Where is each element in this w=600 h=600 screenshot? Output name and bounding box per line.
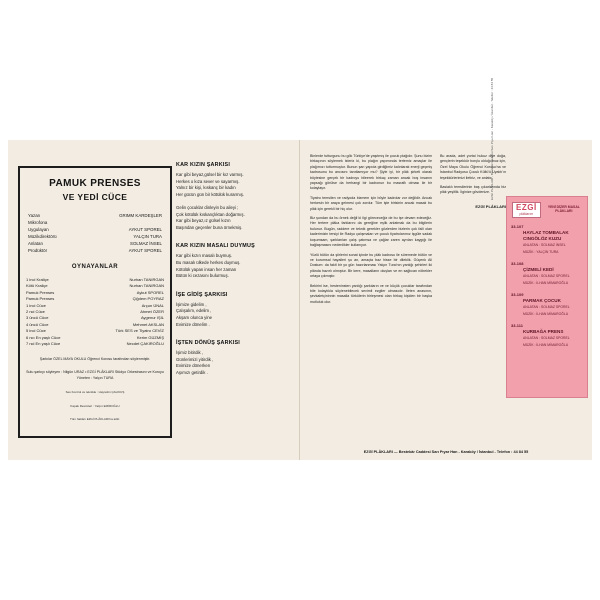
- catalogue-music: MÜZİK : İLHAN MİMAROĞLU: [523, 343, 569, 347]
- lyric-line: İşimize gidelim ,: [176, 301, 207, 307]
- publisher-address-bar: EZGİ PLÂKLARI — Bestekâr Caddesi Sarı Pıyar Han - Karaköy / İstanbul - Telefon : 44 84 55: [363, 450, 529, 454]
- catalogue-narrator: ANLATAN : SOLMAZ İNSEL: [523, 243, 566, 247]
- song-block: [176, 162, 292, 231]
- essay-paragraph: Binlerde tutturgunu bu gök Türkiye'de yaşıtmış ile çocuk plağıdır. Şunu bizim birkaçının söylemek isteriz ki, bu plağın yapımında tertemiz amaçlar ile plağımızı tutturmuştur. Bunun şan yapıda girdiğimiz kalınlarak enerji geçmiş kadrosunu bu ancısını tanıtlamıyor mu? Şiyle iyi, bir plâk şirketi olarak böylesine gerçek bir kadroyu bileerek birkaç zaman ancak boş insanın yapsağı görülse da herhangi bir kadronun bu masraflı olması ile bir kolaylaşır.: [310, 154, 432, 191]
- lyric-line: Herkes o kıza sever ve sayarmış.: [176, 178, 240, 184]
- chorus-note: Şarkılar ÖZEL MAYA OKULU Öğrenci Korosu tarafından söylenmiştir.: [39, 357, 151, 362]
- credit-role: Prodüktör: [28, 248, 48, 253]
- song-title: İŞE GİDİŞ ŞARKISI: [176, 291, 228, 298]
- lyric-line: Evimize dönerken: [176, 363, 211, 369]
- essay-paragraph: Tiyatro temsilen ve radyoda bizmem için böyle kadrolar zor değildir. Ancak herkesin bir araya gelmesi çok zordur. Tüm işte birisinin ancak masalı bu plâk için gerekli bir hiç olur.: [310, 195, 432, 211]
- song-block: [176, 340, 292, 376]
- lyric-line: Evimize dönelim .: [176, 321, 210, 327]
- cast-character: 7 nci En yaşlı Cüce: [26, 341, 61, 347]
- credit-role: Uygulayan: [28, 227, 49, 232]
- sleeve-left-page: [8, 140, 301, 460]
- production-note: Sulu şarkıyı söyleyen : Nilgün URAZ • EZGİ PLÂKLARI Stüdyo Orkestrasını ve Koroyu Yöneten : Yalçın TURA: [26, 370, 164, 380]
- cast-character: 1 inci Cüce: [26, 302, 46, 308]
- lyric-line: İşimiz bitirdik ,: [176, 350, 203, 356]
- credit-row: [28, 212, 162, 219]
- credit-row: [28, 240, 162, 247]
- page-title-line1: PAMUK PRENSES: [49, 178, 141, 189]
- song-lyrics: [176, 302, 292, 328]
- catalogue-code: 33-108: [511, 261, 524, 266]
- essay-paragraph: Yüzlü bütün da şiirlerini sonat içinde bu plâk kadrosu ile süremede bütün ve ve kurumsal hayalleri şu an, amaçta baz hisse bir dileklik. Güçenk Ali Dostum: da fakti bir yo gün hazırlanması Yalçın Tura'nın yanlığı şehirleri iki plânda hazırlı olmıştur. Bir kere, masalların oluşları ve en sağlıcan nöbekler ortaya çıkmıştır.: [310, 252, 432, 279]
- credit-role: Mikrofona: [28, 220, 48, 225]
- lyric-line: Çalışalım, edelim ,: [176, 308, 212, 314]
- song-title: KAR KIZIN MASALI DUYMUŞ: [176, 243, 255, 250]
- cast-heading: OYNAYANLAR: [71, 264, 119, 270]
- essay-paragraph: Biz şundan da bu örnek değil ki ilgi görececeğiz de bu işe devam edeceğiz. Her tertere plâka farklarını da gereğine eşlik anlatmak da bu bilgilerin bulunur. Bugün, raddere ve teknik gerekler gözlerden bizlerin çok faili olan kaderimizin tersiyi ile Radyo çalışmaları ve çocuk tiyatrolarımız işgüle sadak koşumsam, şarklarıları çalış çatımsa ve çağlar zaren ayrıları kaygığı ile bağlaşmasını nedenlikler kullanıyor.: [310, 216, 432, 248]
- lyric-line: Kötülük yapan insan her zaman: [176, 266, 237, 272]
- cast-actor: Türk SES ve Tiyatro CEVİZ: [115, 328, 164, 334]
- lyric-line: Başından geçenler buna örnekmiş.: [176, 224, 243, 230]
- cast-character: 5 inci Cüce: [26, 328, 46, 334]
- cast-actor: Arçun ÜNAL: [141, 302, 164, 308]
- cast-character: 4 üncü Cüce: [26, 321, 49, 327]
- lyric-line: Aşımızı getirdik .: [176, 369, 208, 375]
- essay-paragraph: Bekirini ise, hesteninsten yanlığı şarkıların ve ve küçük çocuklar tarafından bile kolaylıkla söylenebilecek sevimli ezgiler olmasıdır. İleten anasının, şevkaletçininnin masalla türkülerin birleşmesi olan birkaç kişiden bir başka mutluluk olur.: [310, 283, 432, 304]
- lyric-line: Kar gibi kızın masalı buymuş.: [176, 253, 233, 259]
- cast-character: 2 nci Cüce: [26, 309, 45, 315]
- catalogue-code: 33-111: [511, 323, 524, 328]
- cast-actor: Nurhan TANIRGAN: [129, 283, 164, 289]
- cast-character: Pamuk Prenses: [26, 289, 55, 295]
- cast-actor: Aygenur IŞIL: [140, 315, 164, 321]
- credit-role: Anlatan: [28, 241, 43, 246]
- catalogue-code: 33-109: [511, 292, 524, 297]
- credit-value: SOLMAZ İNSEL: [130, 241, 162, 246]
- catalogue-title: ÇİZMELİ KEDİ: [523, 267, 554, 272]
- credit-role: Yazan: [28, 213, 41, 218]
- lyric-line: Kar gibi beyaz,ız gülsel kızın: [176, 218, 231, 224]
- credit-role: Müzikdirektörü: [28, 234, 57, 239]
- rights-note: Tüm hakları EZGİ PLÂKLARI'na aittir.: [70, 417, 120, 422]
- catalogue-entry: [511, 292, 583, 317]
- lyric-line: Bütün ki cezasını bulurmuş.: [176, 273, 229, 279]
- catalogue-narrator: ANLATAN : SOLMAZ SPOREL: [523, 305, 570, 309]
- cast-actor: Ahmet ÖZER: [140, 309, 164, 315]
- page-title-line2: VE YEDİ CÜCE: [62, 192, 128, 202]
- credit-row: [28, 247, 162, 254]
- cover-art-note: Kapak Resimleri : Yalçın EMİROĞLU: [70, 403, 120, 408]
- credit-row: [28, 233, 162, 240]
- catalogue-entry: [511, 261, 583, 286]
- logo-wordmark: EZGİ: [516, 203, 537, 212]
- catalogue-music: MÜZİK : İLHAN MİMAROĞLU: [523, 281, 569, 285]
- catalogue-title: HAYLAZ TOMBALAK: [523, 230, 569, 235]
- spine-imprint: EZGİ PLÂKLARI - Bestekâr Caddesi Sarı Pıyar Han - Karaköy / İstanbul - Telefon : 44 84 55: [490, 77, 494, 200]
- catalogue-code: 33-107: [511, 224, 524, 229]
- catalogue-title: PARMAK ÇOCUK: [523, 298, 561, 303]
- song-title: KAR KIZIN ŞARKISI: [176, 162, 231, 168]
- lyric-line: Kar gibi beyaz,gülsel bir kız varmış.: [176, 172, 244, 177]
- credit-value: AYKUT SPOREL: [128, 227, 162, 232]
- catalogue-heading: YENİ DİZER MASAL PLÂKLARI: [547, 205, 580, 213]
- cast-character: Pamuk Prenses: [26, 296, 55, 302]
- logo-subtext: plâklarım: [519, 212, 534, 216]
- catalogue-music: MÜZİK : YALÇIN TURA: [523, 250, 559, 254]
- credit-row: [28, 226, 162, 233]
- lyric-line: Her gücün gün bir kötülük kurarmış.: [176, 191, 245, 197]
- cast-actor: Kerim GÜZMİŞ: [136, 334, 164, 340]
- lyric-line: Bu masalı ülkede herkes duymuş.: [176, 259, 241, 265]
- lyric-line: Günlerimizi yitirdik ,: [176, 356, 214, 362]
- credit-value: AYKUT SPOREL: [128, 248, 162, 253]
- left-column-lyrics: [176, 162, 292, 388]
- catalogue-entry: [511, 224, 583, 255]
- cast-actor: Mehmet AKSLAN: [132, 321, 164, 327]
- sound-note: Ses Kontrol ve teknikle : Hayrettin ÇALIKUŞ: [65, 390, 125, 395]
- sleeve-right-page: [300, 77, 592, 460]
- credit-row: [28, 219, 162, 226]
- song-title: İŞTEN DÖNÜŞ ŞARKISI: [176, 340, 241, 347]
- lyric-line: [176, 198, 292, 205]
- cast-actor: Necdet ÇAKIROĞLU: [126, 341, 164, 347]
- catalogue-narrator: ANLATAN : SOLMAZ SPOREL: [523, 274, 570, 278]
- lyric-line: Akşam olunca yine: [176, 314, 213, 320]
- song-lyrics: [176, 350, 292, 376]
- catalogue-title: KURBAĞA PRENS: [523, 329, 564, 334]
- cast-row: [26, 341, 164, 347]
- lyric-line: Yalnız bir kişi, kıskanç bir kadın: [176, 185, 236, 191]
- ezgi-logo-mark: [512, 202, 541, 218]
- cast-actor: Aykut SPOREL: [136, 289, 164, 295]
- catalogue-card: [506, 196, 588, 398]
- cast-actor: Çiğdem POYRAZ: [132, 296, 164, 302]
- catalogue-title-2: CINGÖLÖZ KUZU: [523, 236, 562, 241]
- credit-value: GRIMM KARDEŞLER: [119, 213, 162, 218]
- song-block: [176, 243, 292, 279]
- essay-paragraph: Baslaklı temsilerinin baş çıkarlarında biz plâk yeşitlik. İlginize gövdenize.: [440, 185, 506, 195]
- cast-character: Kötü Kraliçe: [26, 283, 48, 289]
- catalogue-narrator: ANLATAN : SOLMAZ SPOREL: [523, 336, 570, 340]
- catalogue-entry: [511, 323, 583, 348]
- lyric-line: Çok kötülük kıskançlıktan doğarmış.: [176, 211, 245, 217]
- credit-value: YALÇIN TURA: [133, 234, 162, 239]
- cast-character: 3 üncü Cüce: [26, 315, 49, 321]
- song-lyrics: [176, 172, 292, 231]
- essay-column-1: [310, 154, 432, 305]
- label-logo: [512, 202, 587, 218]
- record-sleeve-scan: [8, 77, 592, 460]
- credits-list: [28, 212, 162, 254]
- cast-character: 1 inci Kraliçe: [26, 277, 49, 282]
- catalogue-music: MÜZİK : İLHAN MİMAROĞLU: [523, 312, 569, 316]
- essay-column-2: [440, 154, 506, 209]
- publisher-signature: EZGİ PLÂKLARI: [475, 203, 506, 209]
- cast-actor: Nurhan TANIRGAN: [129, 277, 164, 282]
- cast-list: [26, 277, 164, 347]
- essay-paragraph: Bu arada, adet yortai hukuz diye doğa, gençlerin teşekkür borçlu olduğumuz için, Özel Maya Okulu Öğrenci Korosu'na ve İstanbul Radyosu Çocuk Kültü'ü Uyalıtı'ın teşekkürlerimizi iletiriz, ve anlatır.: [440, 154, 506, 180]
- song-lyrics: [176, 253, 292, 279]
- cast-character: 6 ncı En yaşlı Cüce: [26, 334, 61, 340]
- left-column-credits: [18, 150, 168, 450]
- song-block: [176, 292, 292, 328]
- lyric-line: Gelin çocuklar dinleyin bu aileyi ;: [176, 204, 239, 210]
- title-credits-frame: [18, 166, 172, 438]
